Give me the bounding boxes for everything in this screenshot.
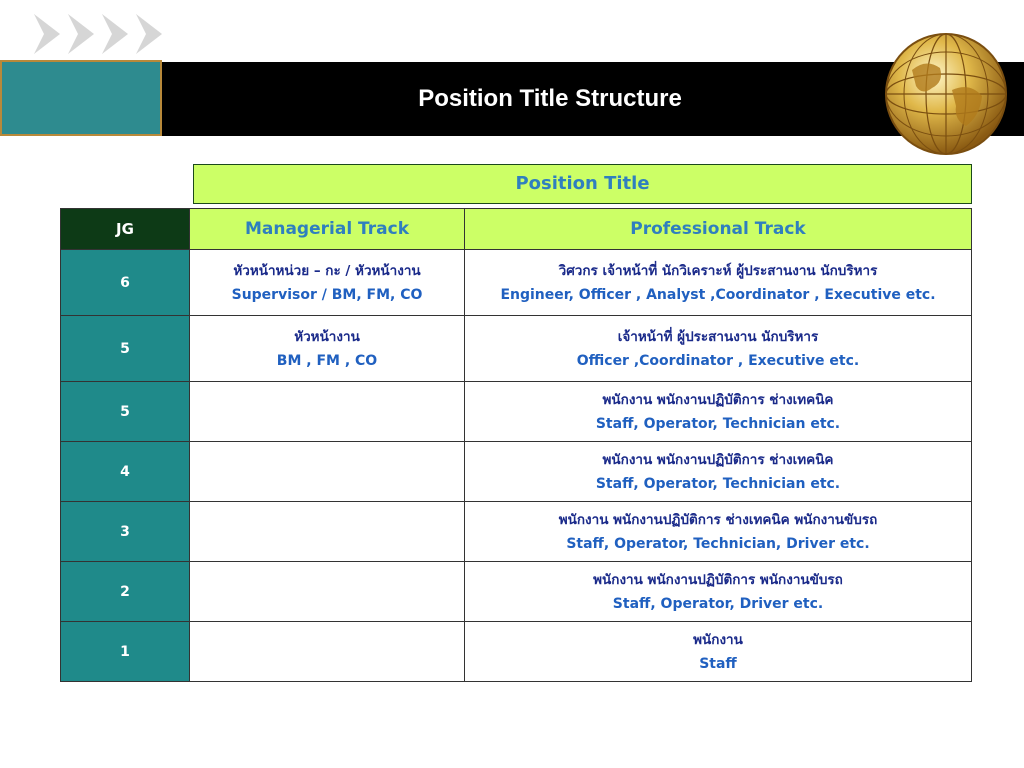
chevron-right-icon: [102, 14, 128, 54]
professional-thai: พนักงาน พนักงานปฏิบัติการ พนักงานขับรถ: [593, 571, 843, 588]
table-row: [61, 622, 972, 682]
professional-cell: [465, 442, 972, 502]
professional-thai: วิศวกร เจ้าหน้าที่ นักวิเคราะห์ ผู้ประสานงาน นักบริหาร: [558, 262, 878, 279]
jg-cell: 4: [61, 442, 190, 502]
managerial-english: Supervisor / BM, FM, CO: [231, 286, 423, 303]
managerial-cell: [190, 442, 465, 502]
professional-english: Staff, Operator, Technician, Driver etc.: [566, 535, 870, 552]
jg-cell: 1: [61, 622, 190, 682]
page-title: Position Title Structure: [418, 85, 682, 112]
table-row: [61, 382, 972, 442]
table-row: [61, 442, 972, 502]
jg-cell: 5: [61, 382, 190, 442]
position-table: [60, 208, 972, 682]
professional-thai: พนักงาน พนักงานปฏิบัติการ ช่างเทคนิค: [602, 451, 834, 468]
professional-english: Staff: [699, 655, 737, 672]
professional-cell: [465, 502, 972, 562]
professional-thai: เจ้าหน้าที่ ผู้ประสานงาน นักบริหาร: [617, 328, 819, 345]
managerial-cell: [190, 562, 465, 622]
professional-thai: พนักงาน พนักงานปฏิบัติการ ช่างเทคนิค: [602, 391, 834, 408]
table-row: [61, 250, 972, 316]
professional-english: Staff, Operator, Technician etc.: [595, 475, 841, 492]
professional-cell: [465, 622, 972, 682]
managerial-thai: หัวหน้าหน่วย – กะ / หัวหน้างาน: [233, 262, 421, 279]
jg-cell: 5: [61, 316, 190, 382]
chevron-right-icon: [136, 14, 162, 54]
professional-english: Officer ,Coordinator , Executive etc.: [576, 352, 860, 369]
table-header-row: [61, 209, 972, 250]
professional-english: Staff, Operator, Technician etc.: [595, 415, 841, 432]
chevron-decoration: [34, 14, 174, 54]
professional-cell: [465, 316, 972, 382]
managerial-cell: [190, 316, 465, 382]
managerial-cell: [190, 622, 465, 682]
header-accent-box: [0, 60, 162, 136]
jg-column-header: JG: [61, 209, 190, 250]
professional-cell: [465, 562, 972, 622]
jg-cell: 6: [61, 250, 190, 316]
table-row: [61, 316, 972, 382]
managerial-column-header: Managerial Track: [190, 209, 465, 250]
chevron-right-icon: [68, 14, 94, 54]
professional-thai: พนักงาน พนักงานปฏิบัติการ ช่างเทคนิค พนักงานขับรถ: [558, 511, 878, 528]
jg-cell: 3: [61, 502, 190, 562]
managerial-thai: หัวหน้างาน: [294, 328, 360, 345]
professional-cell: [465, 250, 972, 316]
professional-english: Staff, Operator, Driver etc.: [612, 595, 824, 612]
managerial-english: BM , FM , CO: [276, 352, 378, 369]
professional-thai: พนักงาน: [693, 631, 743, 648]
professional-english: Engineer, Officer , Analyst ,Coordinator , Executive etc.: [500, 286, 936, 303]
managerial-cell: [190, 250, 465, 316]
jg-cell: 2: [61, 562, 190, 622]
chevron-right-icon: [34, 14, 60, 54]
table-row: [61, 562, 972, 622]
managerial-cell: [190, 382, 465, 442]
globe-icon: [882, 30, 1010, 158]
table-row: [61, 502, 972, 562]
managerial-cell: [190, 502, 465, 562]
position-title-header: Position Title: [193, 164, 972, 204]
professional-cell: [465, 382, 972, 442]
professional-column-header: Professional Track: [465, 209, 972, 250]
